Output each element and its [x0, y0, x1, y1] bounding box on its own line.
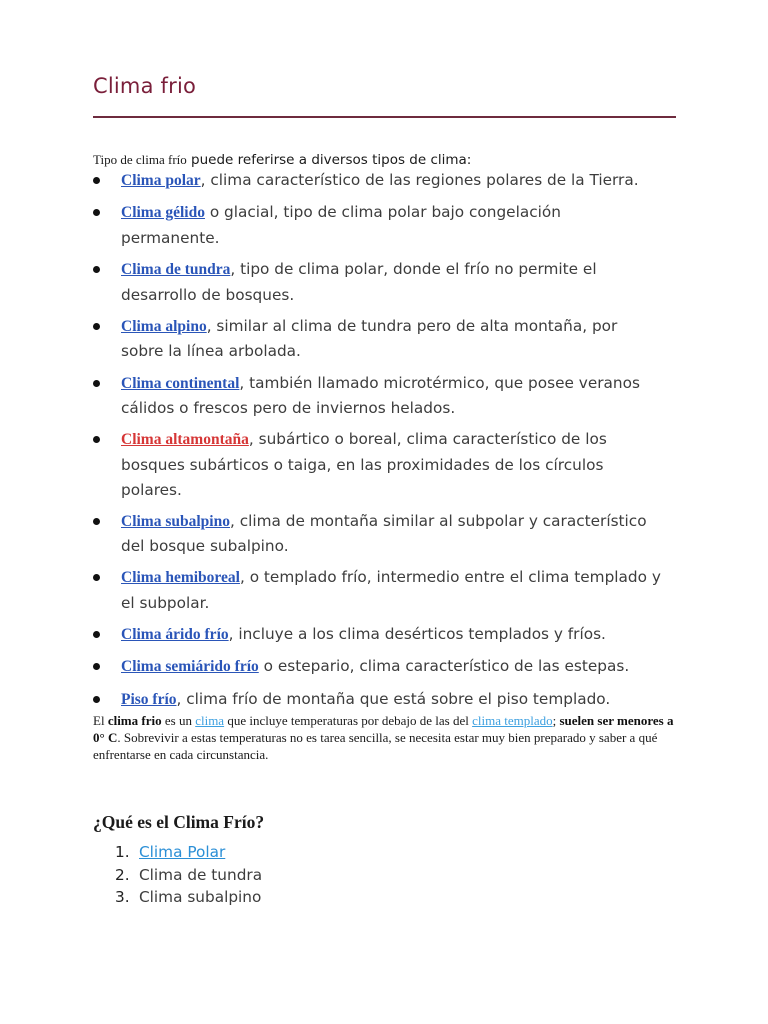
climate-term-link[interactable]: Clima árido frío: [121, 626, 229, 644]
climate-description: , clima de montaña similar al subpolar y característico del bosque subalpino.: [121, 511, 647, 556]
list-item: [93, 654, 663, 680]
bullet-icon: [93, 574, 100, 581]
bullet-icon: [93, 696, 100, 703]
bullet-icon: [93, 436, 100, 443]
climate-description: , clima característico de las regiones polares de la Tierra.: [200, 171, 639, 189]
numbered-item-label: Clima de tundra: [139, 865, 263, 884]
section-heading: ¿Qué es el Clima Frío?: [93, 812, 265, 832]
list-item: [93, 565, 663, 615]
para-text: es un: [161, 713, 196, 728]
climate-term-link[interactable]: Clima continental: [121, 374, 240, 392]
list-item: [93, 314, 663, 364]
item-number: 3.: [115, 888, 130, 906]
intro-lead: Tipo de clima frío: [93, 152, 187, 167]
bullet-icon: [93, 266, 100, 273]
climate-term-link[interactable]: Clima alpino: [121, 317, 207, 335]
para-bold: clima frio: [107, 713, 162, 728]
bullet-icon: [93, 209, 100, 216]
climate-term-link[interactable]: Clima semiárido frío: [121, 658, 259, 676]
bullet-icon: [93, 663, 100, 670]
bullet-icon: [93, 631, 100, 638]
list-item: [93, 257, 663, 307]
climate-term-link[interactable]: Clima gélido: [121, 204, 205, 222]
bullet-icon: [93, 323, 100, 330]
climate-description: o glacial, tipo de clima polar bajo congelación permanente.: [121, 203, 561, 247]
climate-description: , o templado frío, intermedio entre el clima templado y el subpolar.: [121, 568, 661, 613]
climate-type-list: [93, 168, 663, 719]
climate-term-link[interactable]: Clima de tundra: [121, 260, 231, 278]
list-item: [93, 168, 663, 194]
climate-description: , tipo de clima polar, donde el frío no permite el desarrollo de bosques.: [121, 259, 597, 304]
climate-description: , similar al clima de tundra pero de alta montaña, por sobre la línea arbolada.: [121, 316, 618, 361]
numbered-item-link[interactable]: Clima Polar: [139, 843, 226, 861]
list-item: [93, 509, 663, 559]
para-text: que incluye temperaturas por debajo de las del: [224, 713, 473, 728]
bullet-icon: [93, 380, 100, 387]
description-paragraph: [93, 712, 678, 763]
para-text: ;: [552, 713, 560, 728]
climate-term-link[interactable]: Clima polar: [121, 172, 201, 189]
numbered-item: [93, 864, 262, 887]
clima-templado-link[interactable]: clima templado: [472, 713, 553, 728]
list-item: [93, 622, 663, 648]
numbered-item: [93, 886, 262, 909]
climate-description: , incluye a los clima desérticos templados y fríos.: [228, 625, 606, 644]
climate-term-link[interactable]: Piso frío: [121, 690, 177, 708]
intro-rest: puede referirse a diversos tipos de clima:: [186, 152, 472, 168]
climate-description: o estepario, clima característico de las estepas.: [258, 657, 630, 676]
climate-description: , clima frío de montaña que está sobre el piso templado.: [176, 689, 611, 708]
list-item: [93, 427, 663, 502]
list-item: [93, 371, 663, 421]
list-item: [93, 200, 663, 250]
numbered-item: [93, 841, 262, 864]
page-title: Clima frio: [93, 74, 197, 98]
para-text: El: [93, 713, 108, 728]
title-divider: [93, 116, 676, 118]
climate-term-link[interactable]: Clima altamontaña: [121, 431, 249, 449]
list-item: [93, 687, 663, 713]
climate-description: , también llamado microtérmico, que posee veranos cálidos o frescos pero de inviernos helados.: [121, 373, 640, 418]
climate-term-link[interactable]: Clima subalpino: [121, 512, 230, 530]
para-text: . Sobrevivir a estas temperaturas no es tarea sencilla, se necesita estar muy bien preparado y saber a qué enfrentarse en cada circunstancia.: [93, 730, 658, 762]
para-bold: suelen ser menores a 0° C: [93, 713, 674, 745]
climate-term-link[interactable]: Clima hemiboreal: [121, 569, 240, 587]
numbered-list: [93, 841, 262, 909]
bullet-icon: [93, 518, 100, 525]
clima-link[interactable]: clima: [195, 713, 225, 728]
item-number: 1.: [115, 843, 130, 861]
numbered-item-label: Clima subalpino: [139, 888, 262, 906]
intro-line: [93, 152, 471, 168]
climate-description: , subártico o boreal, clima característico de los bosques subárticos o taiga, en las proximidades de los círculos polares.: [121, 430, 607, 499]
bullet-icon: [93, 177, 100, 184]
item-number: 2.: [115, 865, 130, 884]
